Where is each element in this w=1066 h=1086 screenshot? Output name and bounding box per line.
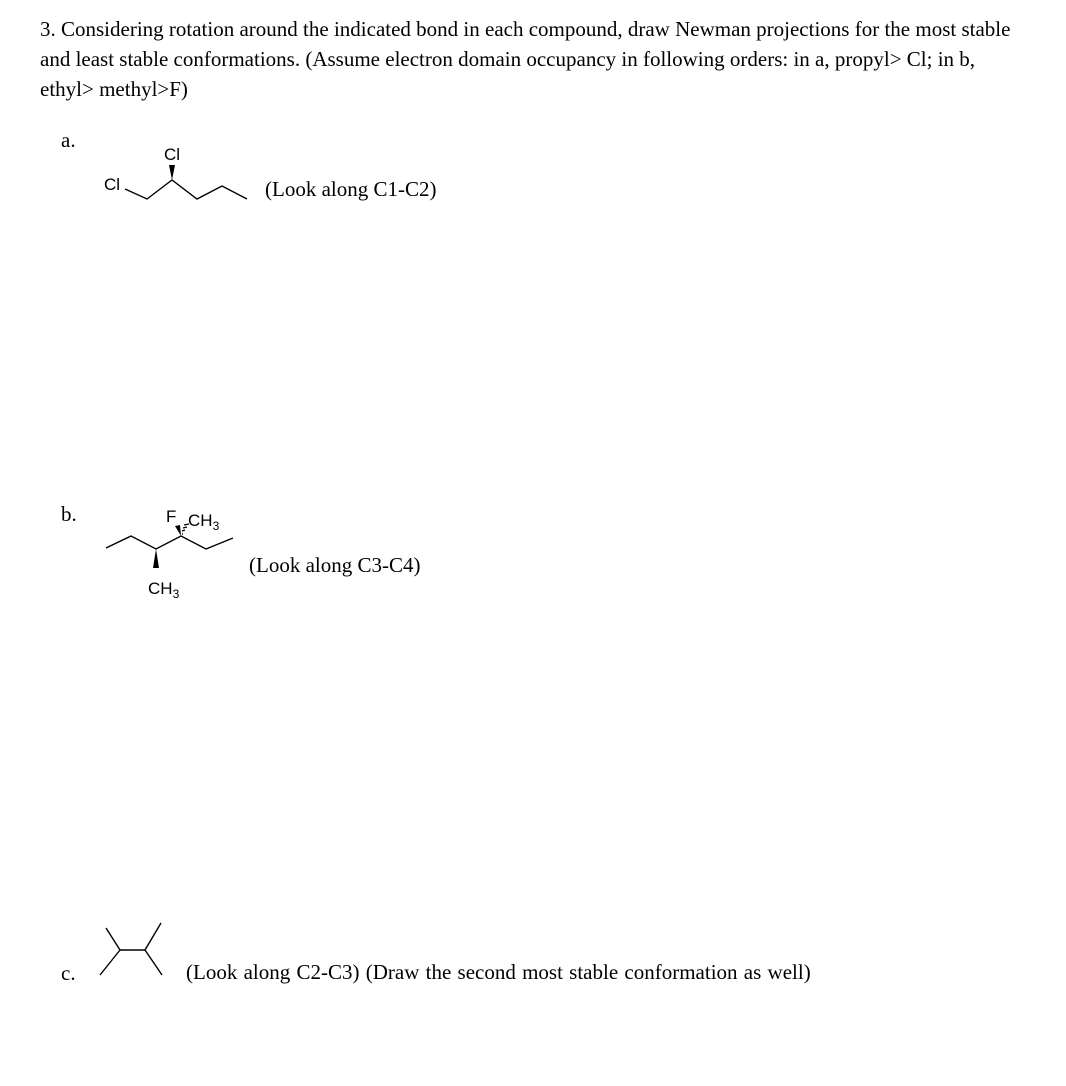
structure-b-methyl-bottom: $CH_3$ [148, 579, 180, 601]
structure-a [96, 138, 266, 210]
part-b-instruction: (Look along C3-C4) [249, 553, 421, 577]
part-c-label: c. [61, 961, 76, 985]
structure-c-bond-4 [145, 923, 161, 950]
structure-c-bond-5 [145, 950, 162, 975]
structure-a-left-cl: Cl [104, 175, 121, 194]
structure-c-bond-1 [100, 950, 120, 975]
part-a-label: a. [61, 128, 76, 152]
structure-b-wedge-bond [153, 549, 159, 568]
structure-a-chain [125, 180, 247, 199]
structure-b-fluorine: F [166, 507, 177, 526]
structure-c-bond-2 [106, 928, 120, 950]
part-a-instruction: (Look along C1-C2) [265, 177, 437, 201]
question-text: 3. Considering rotation around the indicated bond in each compound, draw Newman projections for the most stable and least stable conformations. (Assume electron domain occupancy in following orders: in a, propyl> Cl; in b, ethyl> methyl>F) [40, 17, 1011, 101]
structure-a-wedge-bond [169, 165, 175, 180]
part-b-label: b. [61, 502, 77, 526]
structure-b-chain [106, 536, 233, 549]
structure-b-f-wedge [175, 525, 181, 536]
structure-c [98, 918, 168, 980]
structure-a-top-cl: Cl [164, 145, 181, 164]
structure-b [100, 500, 250, 600]
part-c-instruction: (Look along C2-C3) (Draw the second most stable conformation as well) [186, 960, 811, 984]
structure-b-methyl-top: $CH_3$ [188, 511, 220, 533]
